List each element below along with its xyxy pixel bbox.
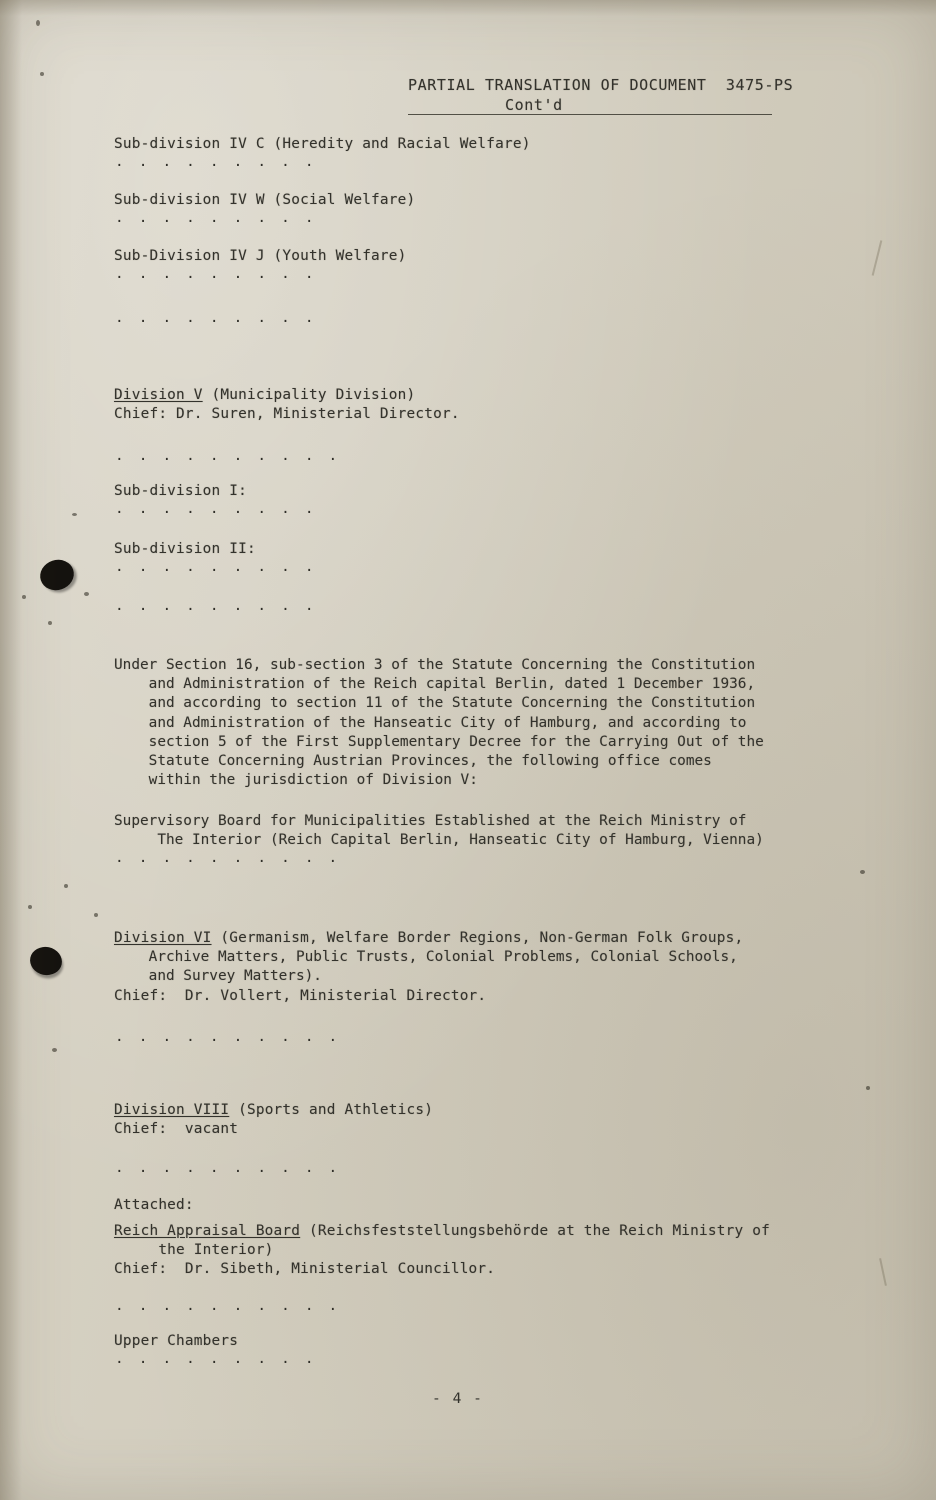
subdivision-iv-c: Sub-division IV C (Heredity and Racial Welfare) [114, 136, 531, 152]
dots-row: . . . . . . . . . [115, 154, 317, 170]
section-16-paragraph: Under Section 16, sub-section 3 of the Statute Concerning the Constitution and Administration of the Reich capital Berlin, dated 1 December 1936, and according to section 11 of the Statute Concerning the Constitution and Administration of the Hanseatic City of Hamburg, and according to section 5 of the First Supplementary Decree for the Carrying Out of the Statute Concerning Austrian Provinces, the following office comes within the jurisdiction of Division V: [114, 657, 764, 789]
document-header-title: PARTIAL TRANSLATION OF DOCUMENT 3475-PS [408, 76, 794, 94]
division-vi-heading [114, 929, 743, 948]
division-vi-subtitle: (Germanism, Welfare Border Regions, Non-German Folk Groups, [211, 930, 744, 946]
division-vi-continuation: Archive Matters, Public Trusts, Colonial Problems, Colonial Schools, and Survey Matters). [148, 949, 738, 985]
reich-appraisal-chief: Chief: Dr. Sibeth, Ministerial Councillor. [114, 1261, 496, 1277]
dots-row: . . . . . . . . . [115, 501, 317, 517]
subdivision-ii: Sub-division II: [114, 541, 256, 557]
subdivision-iv-j: Sub-Division IV J (Youth Welfare) [114, 248, 407, 264]
subdivision-iv-w: Sub-division IV W (Social Welfare) [114, 192, 416, 208]
dots-row: . . . . . . . . . [115, 598, 317, 614]
paper-speck [36, 20, 40, 26]
paper-speck [64, 884, 68, 888]
dots-row: . . . . . . . . . . [115, 1029, 341, 1045]
paper-speck [52, 1048, 57, 1052]
subdivision-i: Sub-division I: [114, 483, 247, 499]
attached-label: Attached: [114, 1197, 194, 1213]
division-viii-chief: Chief: vacant [114, 1121, 239, 1137]
paper-speck [860, 870, 865, 874]
reich-appraisal-board-title: Reich Appraisal Board [114, 1223, 301, 1239]
division-v-subtitle: (Municipality Division) [202, 387, 416, 403]
division-v-heading [114, 386, 415, 405]
paper-speck [22, 595, 26, 599]
reich-appraisal-board-subtitle: (Reichsfeststellungsbehörde at the Reich Ministry of [300, 1223, 770, 1239]
paper-speck [94, 913, 98, 917]
dots-row: . . . . . . . . . [115, 1351, 317, 1367]
reich-appraisal-continuation: the Interior) [114, 1242, 274, 1258]
dots-row: . . . . . . . . . [115, 266, 317, 282]
dots-row: . . . . . . . . . [115, 559, 317, 575]
reich-appraisal-heading [114, 1222, 770, 1241]
upper-chambers: Upper Chambers [114, 1333, 239, 1349]
paper-speck [72, 513, 77, 516]
dots-row: . . . . . . . . . . [115, 850, 341, 866]
division-viii-title: Division VIII [114, 1102, 230, 1118]
paper-speck [84, 592, 89, 596]
dots-row: . . . . . . . . . . [115, 448, 341, 464]
division-vi-chief: Chief: Dr. Vollert, Ministerial Director. [114, 988, 487, 1004]
division-vi-title: Division VI [114, 930, 212, 946]
dots-row: . . . . . . . . . [115, 310, 317, 326]
paper-speck [866, 1086, 870, 1090]
division-v-chief: Chief: Dr. Suren, Ministerial Director. [114, 406, 460, 422]
paper-speck [48, 621, 52, 625]
header-rule [408, 114, 772, 115]
supervisory-board-paragraph: Supervisory Board for Municipalities Established at the Reich Ministry of The Interior (Reich Capital Berlin, Hanseatic City of Hamburg, Vienna) [114, 813, 764, 849]
dots-row: . . . . . . . . . . [115, 1298, 341, 1314]
dots-row: . . . . . . . . . . [115, 1160, 341, 1176]
document-header-continued: Cont'd [505, 96, 563, 114]
paper-speck [40, 72, 44, 76]
division-v-title: Division V [114, 387, 203, 403]
dots-row: . . . . . . . . . [115, 210, 317, 226]
paper-speck [28, 905, 32, 909]
division-viii-heading [114, 1101, 433, 1120]
page-number: - 4 - [432, 1390, 484, 1407]
division-viii-subtitle: (Sports and Athletics) [229, 1102, 434, 1118]
